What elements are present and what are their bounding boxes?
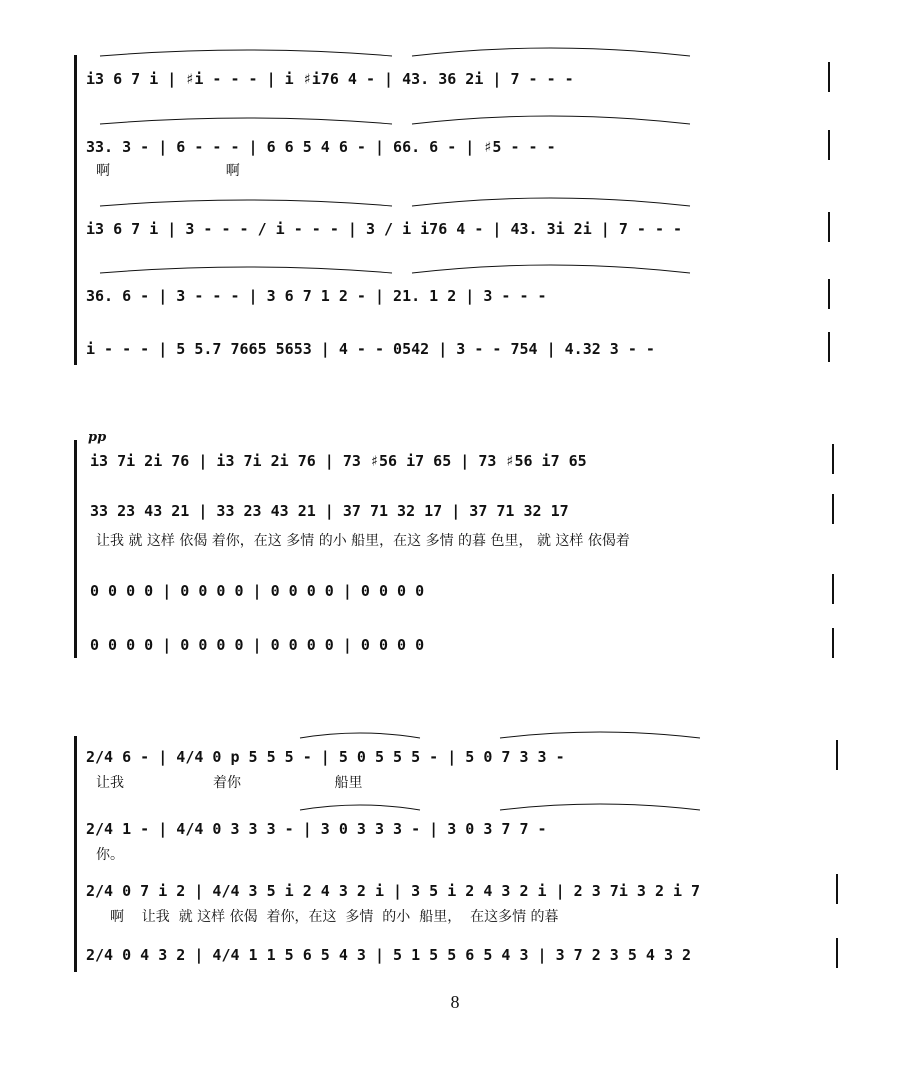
slur (412, 116, 690, 124)
staff-1-4-notes: 36. 6 - | 3 - - - | 3 6 7 1 2 - | 21. 1 2 | 3 - - - (86, 287, 547, 305)
staff-3-4-notes: 2/4 0 4 3 2 | 4/4 1 1 5 6 5 4 3 | 5 1 5 5 6 5 4 3 | 3 7 2 3 5 4 3 2 (86, 946, 692, 964)
slur (412, 48, 690, 56)
staff-2-2-notes: 33 23 43 21 | 33 23 43 21 | 37 71 32 17 | 37 71 32 17 (90, 502, 569, 520)
staff-2-4-notes: 0 0 0 0 | 0 0 0 0 | 0 0 0 0 | 0 0 0 0 (90, 636, 425, 654)
staff-1-2-lyric: 啊 啊 (96, 163, 240, 179)
staff-1-3-notes: i3 6 7 i | 3 - - - / i - - - | 3 / i i76 4 - | 43. 3i 2i | 7 - - - (86, 220, 683, 238)
slur (100, 200, 392, 206)
staff-3-2-lyric: 你。 (96, 847, 124, 863)
slur (300, 733, 420, 738)
staff-3-1-lyric: 让我 着你 船里 (96, 775, 363, 791)
staff-2-2-lyric: 让我 就 这样 依偈 着你，在这 多情 的小 船里，在这 多情 的暮 色里， 就 这样 依偈着 (96, 533, 630, 549)
slur (412, 265, 690, 273)
staff-3-1-notes: 2/4 6 - | 4/4 0 p 5 5 5 - | 5 0 5 5 5 - | 5 0 7 3 3 - (86, 748, 565, 766)
dynamic-marking: pp (88, 430, 107, 445)
slur (100, 118, 392, 124)
slur (412, 198, 690, 206)
staff-2-3-notes: 0 0 0 0 | 0 0 0 0 | 0 0 0 0 | 0 0 0 0 (90, 582, 425, 600)
staff-2-1-notes: i3 7i 2i 76 | i3 7i 2i 76 | 73 ♯56 i7 65 | 73 ♯56 i7 65 (90, 452, 587, 470)
staff-1-2-notes: 33. 3 - | 6 - - - | 6 6 5 4 6 - | 66. 6 - | ♯5 - - - (86, 138, 556, 156)
staff-3-3-notes: 2/4 0 7 i 2 | 4/4 3 5 i 2 4 3 2 i | 3 5 i 2 4 3 2 i | 2 3 7i 3 2 i 7 (86, 882, 701, 900)
staff-3-2-notes: 2/4 1 - | 4/4 0 3 3 3 - | 3 0 3 3 3 - | 3 0 3 7 7 - (86, 820, 547, 838)
slur (300, 805, 420, 810)
staff-1-1-notes: i3 6 7 i | ♯i - - - | i ♯i76 4 - | 43. 36 2i | 7 - - - (86, 70, 574, 88)
slur (100, 267, 392, 273)
page-number: 8 (450, 992, 460, 1012)
slur (500, 732, 700, 738)
slur (500, 804, 700, 810)
staff-3-3-lyric: 啊 让我 就 这样 依偈 着你，在这 多情 的小 船里， 在这多情 的暮 (110, 909, 559, 925)
staff-1-5-notes: i - - - | 5 5.7 7665 5653 | 4 - - 0542 | 3 - - 754 | 4.32 3 - - (86, 340, 655, 358)
slur (100, 50, 392, 56)
